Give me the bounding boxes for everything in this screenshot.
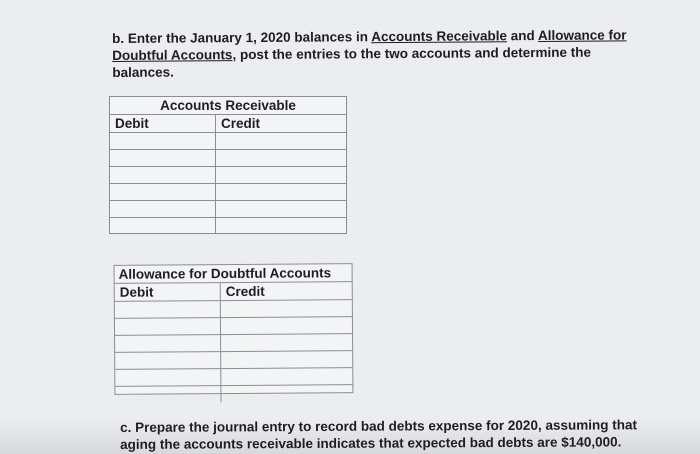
- allowance-doubtful-accounts-t-account: [114, 263, 354, 395]
- debit-cell[interactable]: [115, 335, 221, 352]
- debit-cell[interactable]: [110, 218, 216, 234]
- debit-header: Debit: [110, 115, 216, 132]
- credit-cell[interactable]: [216, 150, 346, 166]
- allowance-link-part2[interactable]: Doubtful Accounts: [112, 47, 233, 63]
- debit-cell[interactable]: [110, 184, 216, 200]
- part-b-and: and: [506, 28, 539, 44]
- part-b-suffix: , post the entries to the two accounts and determine the balances.: [112, 44, 592, 80]
- table-row: [110, 133, 346, 150]
- table-row: [115, 300, 352, 319]
- credit-cell[interactable]: [216, 218, 346, 234]
- table-row: [115, 368, 352, 387]
- credit-cell[interactable]: [216, 201, 346, 217]
- credit-cell[interactable]: [221, 334, 352, 351]
- debit-cell[interactable]: [115, 386, 221, 403]
- table-row: [110, 150, 346, 167]
- credit-cell[interactable]: [221, 385, 352, 402]
- credit-cell[interactable]: [221, 300, 352, 317]
- allowance-link-part1[interactable]: Allowance for: [537, 27, 627, 44]
- credit-cell[interactable]: [216, 133, 346, 149]
- credit-cell[interactable]: [221, 317, 352, 334]
- credit-cell[interactable]: [216, 167, 346, 183]
- debit-cell[interactable]: [115, 318, 221, 335]
- debit-cell[interactable]: [110, 201, 216, 217]
- debit-header: Debit: [115, 283, 221, 301]
- debit-cell[interactable]: [110, 150, 216, 166]
- credit-cell[interactable]: [221, 351, 352, 368]
- table-row: [110, 184, 346, 201]
- part-c-instructions: [120, 416, 660, 453]
- part-c-line2: aging the accounts receivable indicates that expected bad debts are $140,000.: [120, 434, 622, 452]
- accounts-receivable-t-account: [109, 96, 347, 234]
- table-row: [110, 167, 346, 184]
- t-account-title: Allowance for Doubtful Accounts: [115, 264, 352, 284]
- debit-cell[interactable]: [115, 352, 221, 369]
- debit-cell[interactable]: [110, 133, 216, 149]
- accounts-receivable-link[interactable]: Accounts Receivable: [371, 28, 508, 45]
- debit-cell[interactable]: [115, 369, 221, 386]
- table-row: [115, 385, 352, 403]
- t-account-header: [115, 282, 352, 302]
- part-c-line1: c. Prepare the journal entry to record bad debts expense for 2020, assuming that: [120, 417, 637, 435]
- part-b-instructions: [112, 26, 652, 81]
- debit-cell[interactable]: [115, 301, 221, 318]
- table-row: [115, 317, 352, 336]
- part-b-prefix: b. Enter the January 1, 2020 balances in: [112, 29, 372, 46]
- credit-cell[interactable]: [216, 184, 346, 200]
- credit-cell[interactable]: [221, 368, 352, 385]
- table-row: [115, 351, 352, 370]
- table-row: [110, 201, 346, 218]
- debit-cell[interactable]: [110, 167, 216, 183]
- t-account-title: Accounts Receivable: [110, 97, 346, 115]
- t-account-header: [110, 115, 346, 133]
- table-row: [115, 334, 352, 353]
- credit-header: Credit: [225, 283, 265, 300]
- credit-header: Credit: [221, 116, 261, 131]
- table-row: [110, 218, 346, 234]
